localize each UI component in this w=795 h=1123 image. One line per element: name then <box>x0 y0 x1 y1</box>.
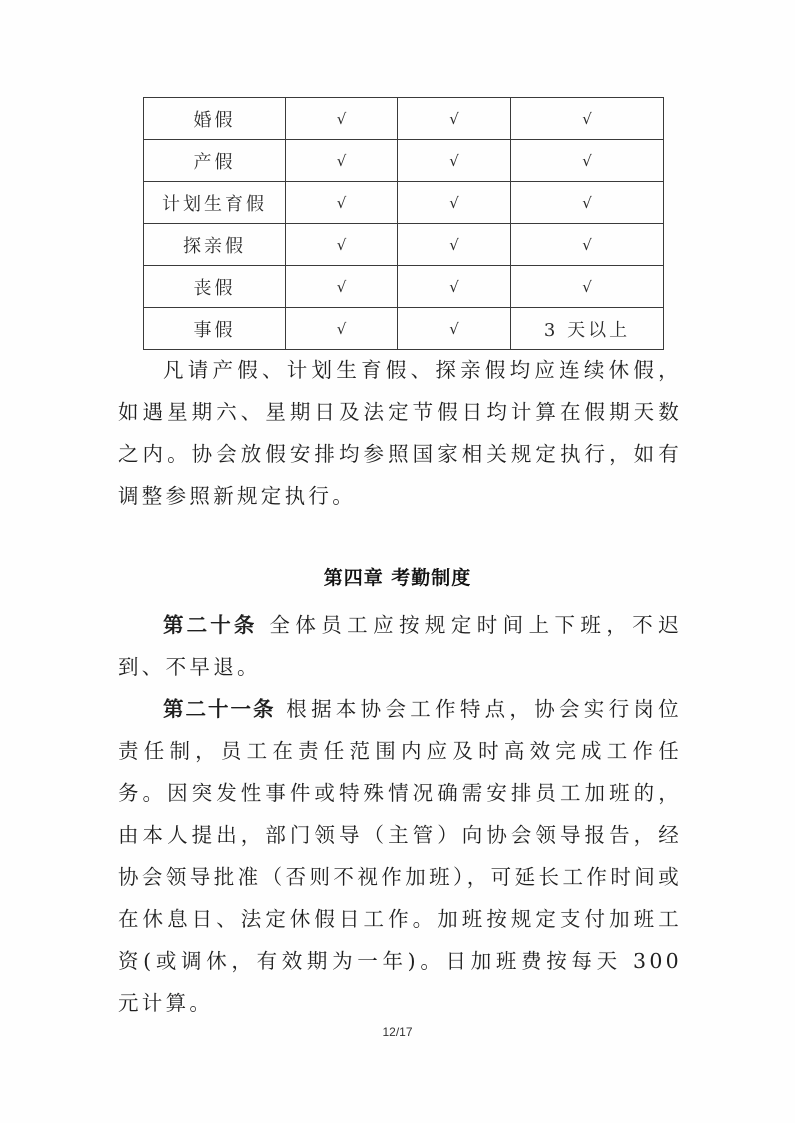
leave-note-paragraph: 凡请产假、计划生育假、探亲假均应连续休假，如遇星期六、星期日及法定节假日均计算在假期天数之内。协会放假安排均参照国家相关规定执行，如有调整参照新规定执行。 <box>118 358 682 508</box>
leave-type-cell: 婚假 <box>144 98 286 140</box>
check-mark-icon: √ <box>582 236 592 254</box>
approval-cell <box>511 182 664 224</box>
table-row <box>144 308 664 350</box>
check-mark-icon: √ <box>582 278 592 296</box>
check-mark-icon: √ <box>336 236 347 254</box>
leave-type-cell: 丧假 <box>144 266 286 308</box>
approval-cell <box>286 140 398 182</box>
check-mark-icon: √ <box>449 194 459 212</box>
check-mark-icon: √ <box>336 320 347 338</box>
check-mark-icon: √ <box>449 236 459 254</box>
check-mark-icon: √ <box>582 194 592 212</box>
table-row <box>144 266 664 308</box>
check-mark-icon: √ <box>336 194 347 212</box>
check-mark-icon: √ <box>582 152 592 170</box>
article-text: 全体员工应按规定时间上下班，不迟到、不早退。 <box>118 613 682 679</box>
approval-cell <box>286 266 398 308</box>
leave-type-cell: 探亲假 <box>144 224 286 266</box>
approval-cell <box>286 224 398 266</box>
check-mark-icon: √ <box>336 110 347 128</box>
approval-cell <box>398 182 511 224</box>
approval-cell <box>398 308 511 350</box>
approval-cell <box>511 140 664 182</box>
approval-cell <box>398 140 511 182</box>
leave-type-cell: 计划生育假 <box>144 182 286 224</box>
table-row <box>144 224 664 266</box>
chapter-title: 第四章 考勤制度 <box>323 567 472 589</box>
article-number: 第二十条 <box>163 613 258 637</box>
check-mark-icon: √ <box>449 152 459 170</box>
table-row <box>144 182 664 224</box>
check-mark-icon: √ <box>582 110 592 128</box>
table-row <box>144 98 664 140</box>
approval-cell <box>398 224 511 266</box>
article-21-paragraph <box>118 688 682 1024</box>
article-number: 第二十一条 <box>163 697 276 721</box>
check-mark-icon: √ <box>336 278 347 296</box>
approval-cell-text: 3 天以上 <box>511 308 664 350</box>
approval-cell <box>286 98 398 140</box>
approval-cell <box>398 266 511 308</box>
leave-type-cell: 产假 <box>144 140 286 182</box>
approval-cell <box>511 98 664 140</box>
article-text: 根据本协会工作特点，协会实行岗位责任制，员工在责任范围内应及时高效完成工作任务。因突发性事件或特殊情况确需安排员工加班的，由本人提出，部门领导（主管）向协会领导报告，经协会领导批准（否则不视作加班），可延长工作时间或在休息日、法定休假日工作。加班按规定支付加班工资(或调休，有效期为一年)。日加班费按每天 300 元计算。 <box>118 697 682 1015</box>
approval-cell <box>398 98 511 140</box>
page-number: 12/17 <box>382 1025 413 1039</box>
approval-cell <box>286 182 398 224</box>
article-20-paragraph <box>118 604 682 688</box>
table-row <box>144 140 664 182</box>
leave-type-cell: 事假 <box>144 308 286 350</box>
leave-approval-table <box>143 97 664 350</box>
check-mark-icon: √ <box>449 320 459 338</box>
approval-cell <box>511 266 664 308</box>
approval-cell <box>511 224 664 266</box>
check-mark-icon: √ <box>449 110 459 128</box>
check-mark-icon: √ <box>449 278 459 296</box>
check-mark-icon: √ <box>336 152 347 170</box>
approval-cell <box>286 308 398 350</box>
